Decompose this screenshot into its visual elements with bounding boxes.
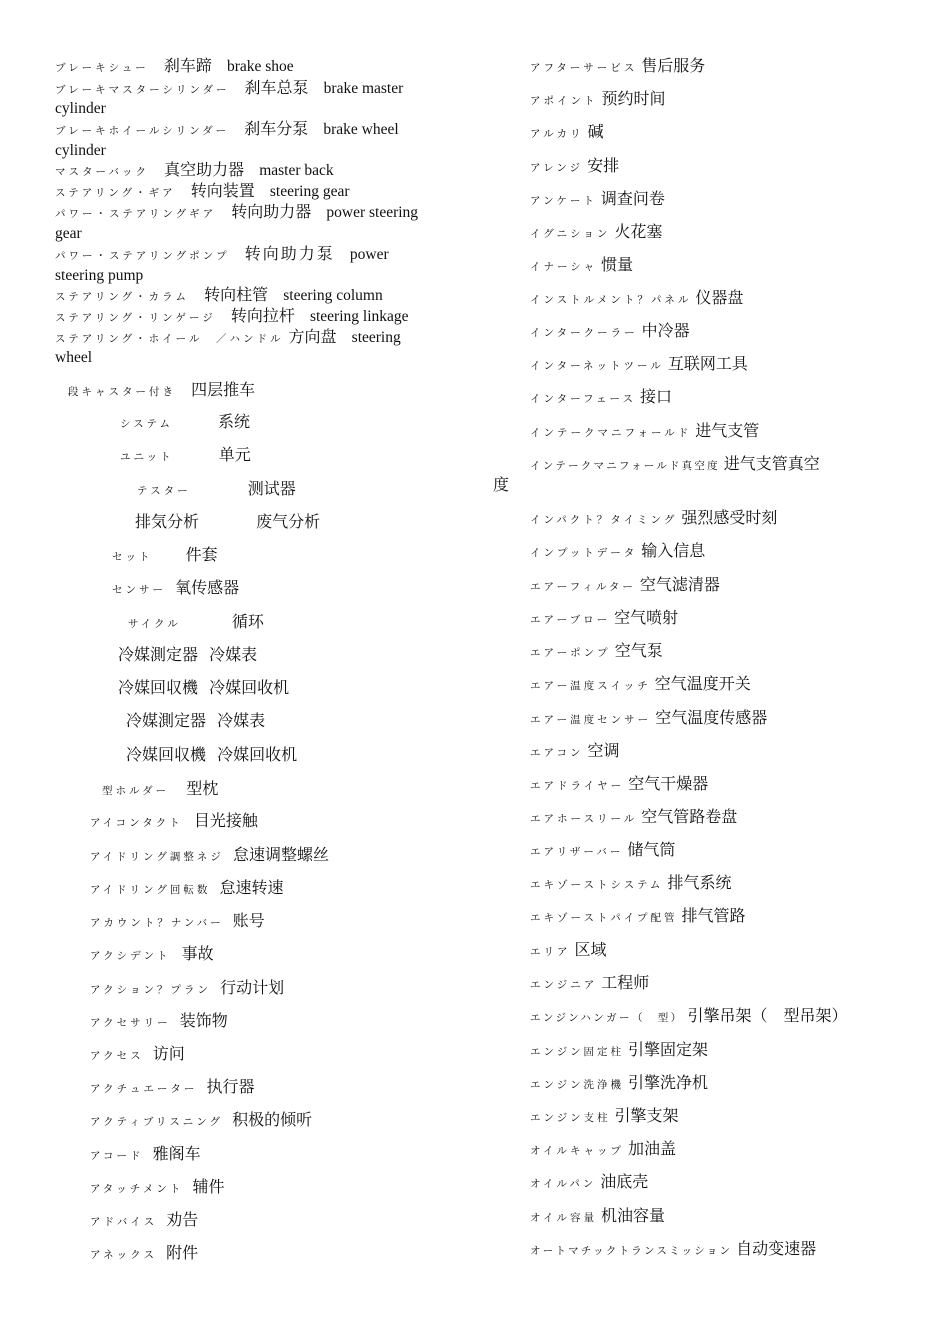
list-item xyxy=(90,1044,185,1066)
entry-en: power steering xyxy=(326,204,419,221)
entry-jp: 冷媒測定器 xyxy=(126,711,207,730)
list-item xyxy=(530,1239,816,1261)
list-item xyxy=(530,56,705,78)
entry-zh: 执行器 xyxy=(206,1077,255,1096)
entry-continuation xyxy=(55,140,106,161)
entry-zh: 预约时间 xyxy=(601,89,666,108)
entry-continuation xyxy=(55,347,92,368)
entry-en: brake master xyxy=(323,80,404,97)
list-item xyxy=(90,1144,201,1166)
list-item xyxy=(126,711,265,731)
entry-jp: アフターサービス xyxy=(530,62,638,74)
entry-jp: エアドライヤー xyxy=(530,780,625,792)
entry-jp: ブレーキマスターシリンダー xyxy=(55,84,230,96)
list-item xyxy=(90,1077,254,1099)
entry-jp: エアーポンプ xyxy=(530,647,611,659)
entry-jp: マスターバック xyxy=(55,166,149,178)
entry-jp: インストルメント？パネル xyxy=(530,294,692,306)
list-item xyxy=(530,940,607,962)
entry-zh: 系统 xyxy=(218,412,251,431)
entry-zh: 空气滤清器 xyxy=(639,575,720,594)
entry-jp: エアホースリール xyxy=(530,813,638,825)
entry-zh: 储气筒 xyxy=(627,840,676,859)
entry-zh: 调查问卷 xyxy=(600,189,665,208)
entry-zh: 引擎吊架（ 型吊架） xyxy=(687,1006,848,1025)
list-item xyxy=(128,612,264,634)
entry-jp: アドバイス xyxy=(90,1216,158,1228)
entry-brake-shoe xyxy=(55,56,294,78)
entry-jp: オイルキャップ xyxy=(530,1145,624,1157)
entry-zh: 自动变速器 xyxy=(736,1239,817,1258)
entry-jp: エンジニア xyxy=(530,979,598,991)
entry-en: brake wheel xyxy=(323,121,399,138)
entry-jp: オイルパン xyxy=(530,1178,597,1190)
entry-jp: ステアリング・リンゲージ xyxy=(55,312,216,324)
entry-jp: オイル容量 xyxy=(530,1212,597,1224)
list-item xyxy=(530,421,759,443)
list-item xyxy=(530,222,662,244)
entry-zh: 引擎固定架 xyxy=(627,1040,708,1059)
entry-steering-wheel xyxy=(55,327,401,349)
list-item xyxy=(530,1206,665,1228)
entry-zh: 火花塞 xyxy=(614,222,663,241)
list-item xyxy=(102,779,218,801)
entry-jp: 冷媒回収機 xyxy=(118,678,199,697)
list-item xyxy=(90,845,329,867)
entry-zh: 空调 xyxy=(587,741,620,760)
entry-jp: エアコン xyxy=(530,747,584,759)
entry-jp: サイクル xyxy=(128,618,181,630)
entry-jp: アイコンタクト xyxy=(90,817,183,829)
entry-zh: 空气泵 xyxy=(614,641,663,660)
entry-zh: 件套 xyxy=(185,545,218,564)
entry-zh-continued: 度 xyxy=(493,475,510,494)
entry-zh: 强烈感受时刻 xyxy=(681,508,778,527)
entry-zh: 安排 xyxy=(587,156,620,175)
list-item xyxy=(530,973,649,995)
entry-zh: 废气分析 xyxy=(256,512,321,531)
list-item xyxy=(530,1139,676,1161)
entry-jp: ステアリング・ホイール ／ハンドル xyxy=(55,333,284,345)
entry-zh: 冷媒回收机 xyxy=(217,745,298,764)
list-item xyxy=(530,1073,708,1095)
entry-brake-master xyxy=(55,78,403,100)
entry-jp: エンジン固定柱 xyxy=(530,1046,624,1058)
list-item xyxy=(530,288,743,310)
entry-jp: イグニション xyxy=(530,228,611,240)
entry-jp: 段キャスター付き xyxy=(68,386,176,398)
entry-zh: 油底壳 xyxy=(600,1172,649,1191)
entry-jp: エリア xyxy=(530,946,571,958)
entry-jp: エアリザーバー xyxy=(530,846,624,858)
entry-jp: エンジン支柱 xyxy=(530,1112,611,1124)
list-item xyxy=(530,906,745,928)
entry-jp: エアー温度スイッチ xyxy=(530,680,651,692)
entry-zh: 转向装置 xyxy=(190,181,255,200)
entry-jp: エアー温度センサー xyxy=(530,714,652,726)
list-item xyxy=(530,122,604,144)
entry-jp: アンケート xyxy=(530,195,597,207)
entry-en: steering column xyxy=(283,287,383,304)
list-item xyxy=(118,678,289,698)
entry-zh: 机油容量 xyxy=(600,1206,665,1225)
entry-jp: インターフェース xyxy=(530,393,637,405)
entry-jp: イナーシャ xyxy=(530,261,598,273)
list-item xyxy=(530,189,665,211)
entry-jp: アクセサリー xyxy=(90,1017,171,1029)
entry-en: steering xyxy=(351,329,401,346)
entry-jp: ステアリング・ギア xyxy=(55,187,176,199)
entry-jp: 型ホルダー xyxy=(102,785,170,797)
entry-jp: インテークマニフォールド xyxy=(530,427,692,439)
entry-jp: インテークマニフォールド真空度 xyxy=(530,460,720,472)
entry-continuation xyxy=(55,265,143,286)
entry-zh: 输入信息 xyxy=(641,541,706,560)
entry-jp: ブレーキホイールシリンダー xyxy=(55,125,230,137)
entry-zh: 附件 xyxy=(166,1243,199,1262)
entry-jp: アレンジ xyxy=(530,162,584,174)
entry-jp: エンジン洗浄機 xyxy=(530,1079,624,1091)
entry-zh: 装饰物 xyxy=(179,1011,228,1030)
entry-power-steering-pump xyxy=(55,244,389,266)
list-item xyxy=(90,811,258,833)
entry-zh: 互联网工具 xyxy=(667,354,748,373)
list-item xyxy=(530,321,690,343)
entry-en-continued: gear xyxy=(55,225,82,242)
list-item xyxy=(530,840,675,862)
list-item xyxy=(530,1040,708,1062)
list-item xyxy=(137,479,296,501)
list-item xyxy=(530,807,737,829)
entry-jp: エンジンハンガー（ 型） xyxy=(530,1012,684,1024)
entry-jp: ユニット xyxy=(120,451,174,463)
entry-en-continued: steering pump xyxy=(55,267,144,284)
list-item xyxy=(120,412,250,434)
entry-jp: アクセス xyxy=(90,1050,144,1062)
entry-zh: 劝告 xyxy=(166,1210,199,1229)
entry-zh: 刹车分泵 xyxy=(244,119,309,138)
entry-zh: 引擎支架 xyxy=(614,1106,679,1125)
list-item xyxy=(530,156,619,178)
entry-en: master back xyxy=(259,162,334,179)
entry-power-steering-gear xyxy=(55,202,418,224)
entry-zh: 雅阁车 xyxy=(152,1144,201,1163)
entry-zh: 积极的倾听 xyxy=(232,1110,313,1129)
entry-steering-linkage xyxy=(55,306,409,328)
list-item xyxy=(530,541,705,563)
entry-zh: 循环 xyxy=(231,612,264,631)
entry-brake-wheel xyxy=(55,119,399,141)
entry-continuation xyxy=(493,475,509,495)
entry-jp: ブレーキシュー xyxy=(55,62,149,74)
entry-zh: 空气喷射 xyxy=(614,608,679,627)
list-item xyxy=(90,1011,228,1033)
list-item xyxy=(118,645,257,665)
list-item xyxy=(135,512,320,532)
entry-jp: アポイント xyxy=(530,95,598,107)
list-item xyxy=(120,445,251,467)
entry-zh: 工程师 xyxy=(601,973,650,992)
entry-jp: センサー xyxy=(112,584,166,596)
entry-zh: 型枕 xyxy=(186,779,219,798)
entry-zh: 怠速转速 xyxy=(219,878,284,897)
entry-steering-gear xyxy=(55,181,350,203)
entry-zh: 转向助力器 xyxy=(231,202,312,221)
entry-zh: 冷媒回收机 xyxy=(209,678,290,697)
list-item xyxy=(530,575,720,597)
entry-en-continued: cylinder xyxy=(55,100,106,117)
entry-jp: アネックス xyxy=(90,1249,157,1261)
entry-en: power xyxy=(349,246,389,263)
list-item xyxy=(530,873,731,895)
entry-zh: 仪器盘 xyxy=(695,288,744,307)
entry-zh: 进气支管真空 xyxy=(723,454,820,473)
list-item xyxy=(530,1106,679,1128)
entry-en: steering linkage xyxy=(309,308,409,325)
entry-jp: アイドリング回転数 xyxy=(90,884,211,896)
entry-jp: エキゾーストシステム xyxy=(530,879,664,891)
entry-zh: 排气系统 xyxy=(667,873,732,892)
entry-jp: テスター xyxy=(137,485,191,497)
entry-en: steering gear xyxy=(269,183,350,200)
entry-jp: アクティブリスニング xyxy=(90,1116,224,1128)
list-item xyxy=(530,774,708,796)
entry-jp: アクション？プラン xyxy=(90,984,211,996)
list-item xyxy=(530,608,678,630)
entry-zh: 测试器 xyxy=(247,479,296,498)
entry-zh: 真空助力器 xyxy=(164,160,245,179)
entry-zh: 空气干燥器 xyxy=(628,774,709,793)
entry-jp: 冷媒回収機 xyxy=(126,745,207,764)
entry-zh: 加油盖 xyxy=(627,1139,676,1158)
entry-jp: インパクト？タイミング xyxy=(530,514,678,526)
list-item xyxy=(530,708,767,730)
entry-zh: 方向盘 xyxy=(288,327,337,346)
entry-zh: 空气温度开关 xyxy=(654,674,751,693)
entry-zh: 区域 xyxy=(574,940,607,959)
list-item xyxy=(90,944,214,966)
list-item xyxy=(126,745,297,765)
list-item xyxy=(112,545,218,567)
list-item xyxy=(90,1177,224,1199)
entry-master-back xyxy=(55,160,334,182)
entry-zh: 怠速调整螺丝 xyxy=(232,845,329,864)
entry-continuation xyxy=(55,98,106,119)
entry-zh: 进气支管 xyxy=(695,421,760,440)
list-item xyxy=(530,89,666,111)
list-item xyxy=(530,354,748,376)
entry-jp: エアーブロー xyxy=(530,614,611,626)
entry-zh: 刹车蹄 xyxy=(163,56,212,75)
entry-jp: セット xyxy=(112,551,153,563)
entry-zh: 转向拉杆 xyxy=(230,306,295,325)
entry-zh: 转向助力泵 xyxy=(244,244,335,263)
entry-zh: 冷媒表 xyxy=(209,645,258,664)
entry-zh: 碱 xyxy=(587,122,604,141)
entry-jp: パワー・ステアリングポンプ xyxy=(55,250,230,262)
entry-jp: アクシデント xyxy=(90,950,171,962)
entry-zh: 四层推车 xyxy=(191,380,256,399)
entry-jp: オートマチックトランスミッション xyxy=(530,1245,733,1257)
entry-jp: アイドリング調整ネジ xyxy=(90,851,224,863)
entry-zh: 排气管路 xyxy=(681,906,746,925)
entry-zh: 转向柱管 xyxy=(204,285,269,304)
entry-en: brake shoe xyxy=(226,58,294,75)
entry-jp: エアーフィルター xyxy=(530,581,636,593)
entry-zh: 刹车总泵 xyxy=(244,78,309,97)
entry-jp: アカウント？ナンバー xyxy=(90,917,224,929)
list-item xyxy=(90,978,284,1000)
entry-jp: アタッチメント xyxy=(90,1183,184,1195)
list-item xyxy=(530,1006,848,1028)
list-item xyxy=(530,454,820,476)
entry-zh: 访问 xyxy=(152,1044,185,1063)
list-item xyxy=(112,578,239,600)
entry-zh: 单元 xyxy=(218,445,251,464)
entry-jp: アクチュエーター xyxy=(90,1083,198,1095)
entry-zh: 辅件 xyxy=(192,1177,225,1196)
entry-jp: パワー・ステアリングギア xyxy=(55,208,217,220)
entry-jp: 排気分析 xyxy=(135,512,200,531)
list-item xyxy=(90,1110,312,1132)
entry-zh: 引擎洗净机 xyxy=(627,1073,708,1092)
entry-jp: アルカリ xyxy=(530,128,584,140)
entry-zh: 接口 xyxy=(640,387,673,406)
entry-jp: システム xyxy=(120,418,173,430)
list-item xyxy=(68,380,255,402)
list-item xyxy=(90,1243,198,1265)
list-item xyxy=(530,508,777,530)
entry-steering-column xyxy=(55,285,383,307)
entry-zh: 空气管路卷盘 xyxy=(641,807,738,826)
list-item xyxy=(530,1172,648,1194)
entry-jp: インタークーラー xyxy=(530,327,638,339)
entry-zh: 中冷器 xyxy=(641,321,690,340)
entry-jp: インターネットツール xyxy=(530,360,664,372)
entry-en-continued: wheel xyxy=(55,349,93,366)
entry-zh: 目光接触 xyxy=(193,811,258,830)
entry-zh: 冷媒表 xyxy=(217,711,266,730)
entry-jp: 冷媒測定器 xyxy=(118,645,199,664)
entry-zh: 账号 xyxy=(232,911,265,930)
entry-zh: 氧传感器 xyxy=(175,578,240,597)
entry-zh: 行动计划 xyxy=(220,978,285,997)
entry-en-continued: cylinder xyxy=(55,142,106,159)
entry-jp: エキゾーストパイプ配管 xyxy=(530,912,678,924)
entry-zh: 惯量 xyxy=(601,255,634,274)
list-item xyxy=(90,1210,198,1232)
entry-zh: 售后服务 xyxy=(641,56,706,75)
list-item xyxy=(530,387,672,409)
entry-zh: 空气温度传感器 xyxy=(655,708,768,727)
list-item xyxy=(530,674,751,696)
list-item xyxy=(90,911,265,933)
list-item xyxy=(530,641,663,663)
entry-zh: 事故 xyxy=(181,944,214,963)
list-item xyxy=(90,878,283,900)
list-item xyxy=(530,741,620,763)
list-item xyxy=(530,255,633,277)
entry-jp: インプットデータ xyxy=(530,547,638,559)
entry-jp: ステアリング・カラム xyxy=(55,291,190,303)
entry-continuation xyxy=(55,223,82,244)
entry-jp: アコード xyxy=(90,1150,144,1162)
